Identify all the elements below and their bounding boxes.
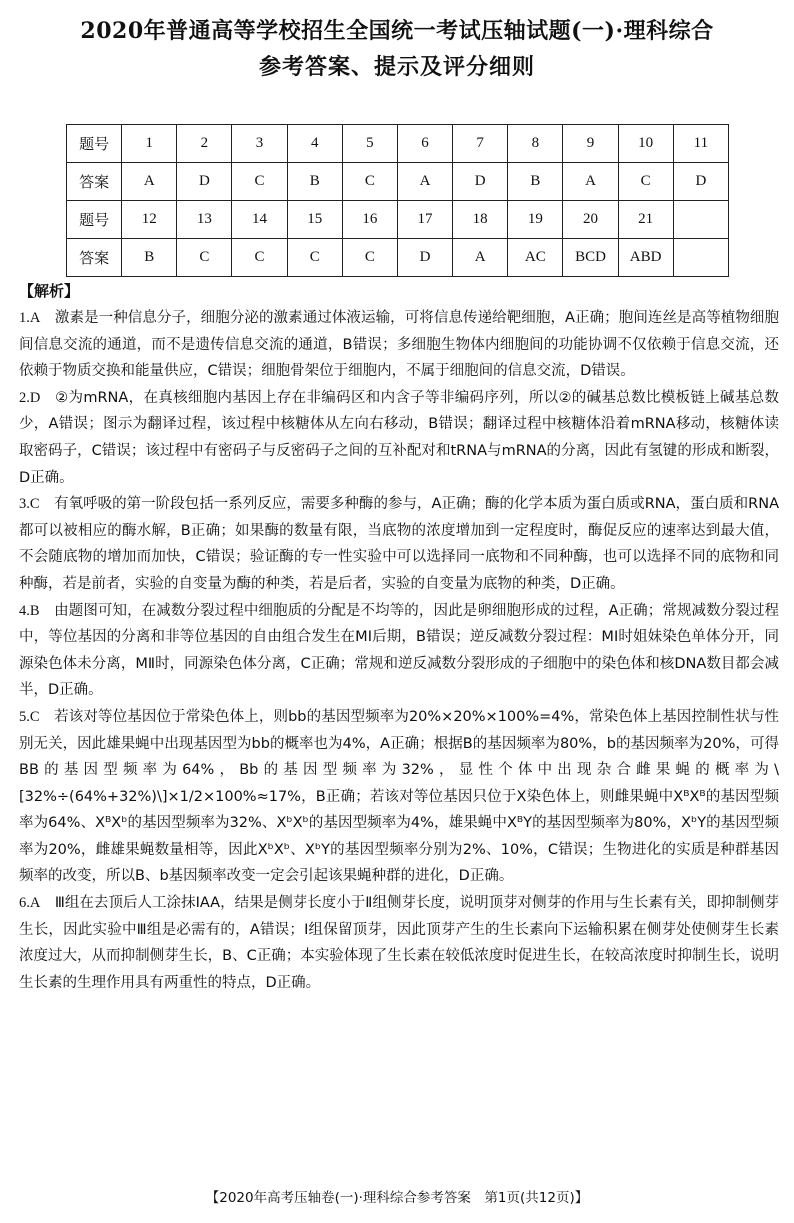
table-cell: 7 [453, 125, 508, 163]
table-cell: D [453, 163, 508, 201]
analysis-body [19, 305, 779, 996]
row-label: 答案 [67, 163, 122, 201]
table-cell: A [453, 239, 508, 277]
analysis-item [19, 704, 779, 890]
table-cell: C [287, 239, 342, 277]
analysis-heading: 【解析】 [19, 282, 80, 300]
table-cell: A [563, 163, 618, 201]
table-cell: C [232, 239, 287, 277]
table-cell: C [342, 239, 397, 277]
page-title: 2020年普通高等学校招生全国统一考试压轴试题(一)·理科综合 [80, 18, 714, 44]
table-cell: 8 [508, 125, 563, 163]
table-row [67, 163, 729, 201]
analysis-item [19, 598, 779, 704]
table-cell: D [177, 163, 232, 201]
table-cell: B [287, 163, 342, 201]
table-cell: 10 [618, 125, 673, 163]
row-label: 题号 [67, 201, 122, 239]
page-footer: 【2020年高考压轴卷(一)·理科综合参考答案 第1页(共12页)】 [205, 1190, 589, 1206]
table-cell: 5 [342, 125, 397, 163]
analysis-item [19, 890, 779, 996]
item-text: 由题图可知，在减数分裂过程中细胞质的分配是不均等的，因此是卵细胞形成的过程，A正确；常规减数分裂过程中，等位基因的分离和非等位基因的自由组合发生在MⅠ后期，B错误；逆反减数分裂过程：MⅠ时姐妹染色单体分开，同源染色体未分离，MⅡ时，同源染色体分离，C正确；常规和逆反减数分裂形成的子细胞中的染色体和核DNA数目都会减半，D正确。 [19, 602, 779, 699]
table-cell: 9 [563, 125, 618, 163]
table-cell: C [232, 163, 287, 201]
item-label: 6.A [19, 895, 41, 912]
table-cell [673, 201, 728, 239]
table-cell: 15 [287, 201, 342, 239]
table-cell: D [397, 239, 452, 277]
table-cell: D [673, 163, 728, 201]
table-cell: 12 [122, 201, 177, 239]
table-row [67, 125, 729, 163]
item-text: 若该对等位基因位于常染色体上，则bb的基因型频率为20%×20%×100%=4%，常染色体上基因控制性状与性别无关，因此雄果蝇中出现基因型为bb的概率也为4%，A正确；根据B的基因频率为80%，b的基因频率为20%，可得BB的基因型频率为64%，Bb的基因型频率为32%，显性个体中出现杂合雌果蝇的概率为\[32%÷(64%+32%)\]×1/2×100%≈17%，B正确；若该对等位基因只位于X染色体上，则雌果蝇中XᴮXᴮ的基因型频率为64%、XᴮXᵇ的基因型频率为32%、XᵇXᵇ的基因型频率为4%，雄果蝇中XᴮY的基因型频率为80%，XᵇY的基因型频率为20%，雌雄果蝇数量相等，因此XᵇXᵇ、XᵇY的基因型频率分别为2%、10%，C错误；生物进化的实质是种群基因频率的改变，所以B、b基因频率改变一定会引起该果蝇种群的进化，D正确。 [19, 708, 779, 885]
analysis-item [19, 385, 779, 491]
table-cell: C [618, 163, 673, 201]
table-cell: C [342, 163, 397, 201]
table-cell: 4 [287, 125, 342, 163]
table-cell: BCD [563, 239, 618, 277]
table-cell: 20 [563, 201, 618, 239]
table-cell: 19 [508, 201, 563, 239]
analysis-item [19, 491, 779, 597]
item-label: 5.C [19, 708, 40, 725]
table-cell: C [177, 239, 232, 277]
table-cell: A [397, 163, 452, 201]
table-cell: A [122, 163, 177, 201]
answer-table [66, 124, 729, 277]
table-cell: AC [508, 239, 563, 277]
table-cell: ABD [618, 239, 673, 277]
table-cell: 21 [618, 201, 673, 239]
table-row [67, 239, 729, 277]
table-cell: 2 [177, 125, 232, 163]
item-label: 3.C [19, 496, 40, 513]
table-cell [673, 239, 728, 277]
item-label: 4.B [19, 602, 40, 619]
item-label: 2.D [19, 389, 41, 406]
table-cell: 11 [673, 125, 728, 163]
item-text: 激素是一种信息分子，细胞分泌的激素通过体液运输，可将信息传递给靶细胞，A正确；胞间连丝是高等植物细胞间信息交流的通道，而不是遗传信息交流的通道，B错误；多细胞生物体内细胞间的功能协调不仅依赖于信息交流，还依赖于物质交换和能量供应，C错误；细胞骨架位于细胞内，不属于细胞间的信息交流，D错误。 [19, 310, 779, 380]
table-cell: 1 [122, 125, 177, 163]
page-subtitle: 参考答案、提示及评分细则 [258, 54, 535, 80]
row-label: 答案 [67, 239, 122, 277]
table-cell: 3 [232, 125, 287, 163]
table-cell: B [508, 163, 563, 201]
item-text: 有氧呼吸的第一阶段包括一系列反应，需要多种酶的参与，A正确；酶的化学本质为蛋白质或RNA，蛋白质和RNA都可以被相应的酶水解，B正确；如果酶的数量有限，当底物的浓度增加到一定程度时，酶促反应的速率达到最大值，不会随底物的增加而加快，C错误；验证酶的专一性实验中可以选择同一底物和不同种酶，也可以选择不同的底物和同种酶，若是前者，实验的自变量为酶的种类，若是后者，实验的自变量为底物的种类，D正确。 [19, 496, 779, 592]
item-label: 1.A [19, 310, 41, 326]
table-cell: 16 [342, 201, 397, 239]
row-label: 题号 [67, 125, 122, 163]
table-cell: 18 [453, 201, 508, 239]
analysis-item [19, 305, 779, 385]
table-row [67, 201, 729, 239]
table-cell: B [122, 239, 177, 277]
table-cell: 14 [232, 201, 287, 239]
table-cell: 6 [397, 125, 452, 163]
item-text: ②为mRNA，在真核细胞内基因上存在非编码区和内含子等非编码序列，所以②的碱基总数比模板链上碱基总数少，A错误；图示为翻译过程，该过程中核糖体从左向右移动，B错误；翻译过程中核糖体沿着mRNA移动，核糖体读取密码子，C错误；该过程中有密码子与反密码子之间的互补配对和tRNA与mRNA的分离，因此有氢键的形成和断裂，D正确。 [19, 389, 779, 486]
table-cell: 13 [177, 201, 232, 239]
table-cell: 17 [397, 201, 452, 239]
item-text: Ⅲ组在去顶后人工涂抹IAA，结果是侧芽长度小于Ⅱ组侧芽长度，说明顶芽对侧芽的作用与生长素有关，即抑制侧芽生长，因此实验中Ⅲ组是必需有的，A错误；Ⅰ组保留顶芽，因此顶芽产生的生长素向下运输积累在侧芽处使侧芽生长素浓度过大，从而抑制侧芽生长，B、C正确；本实验体现了生长素在较低浓度时促进生长，在较高浓度时抑制生长，说明生长素的生理作用具有两重性的特点，D正确。 [19, 895, 779, 991]
